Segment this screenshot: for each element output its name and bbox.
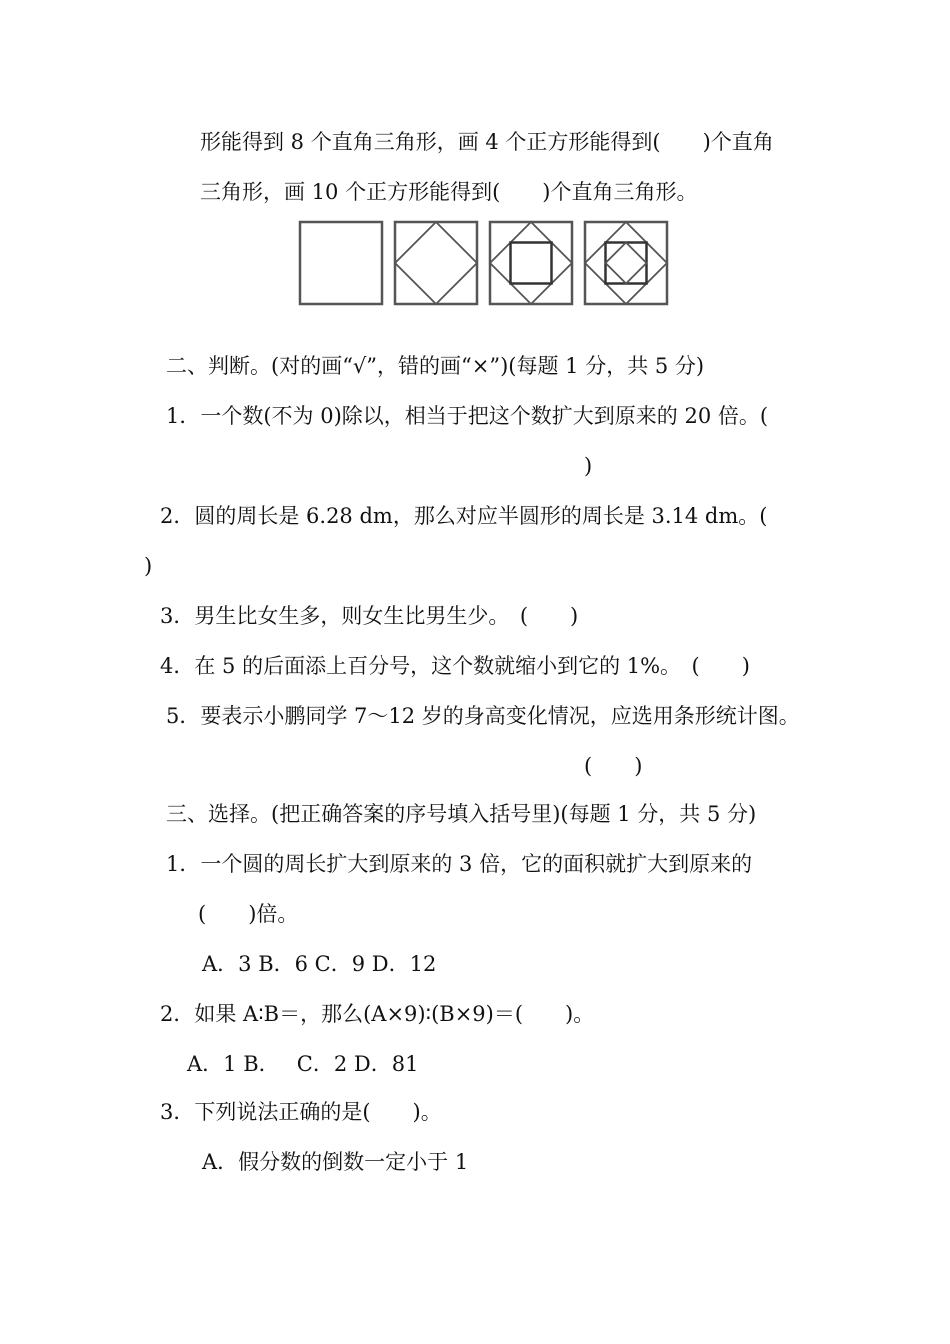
intro-line-1: 形能得到 8 个直角三角形，画 4 个正方形能得到( )个直角 (200, 130, 774, 154)
choice-q2: 2．如果 A∶B＝，那么(A×9)∶(B×9)＝( )。 (160, 1002, 595, 1026)
choice-q1: 1．一个圆的周长扩大到原来的 3 倍，它的面积就扩大到原来的 (166, 852, 753, 876)
judge-item-3: 3．男生比女生多，则女生比男生少。 ( ) (160, 604, 579, 628)
judge-item-2: 2．圆的周长是 6.28 dm，那么对应半圆形的周长是 3.14 dm。( (160, 504, 768, 528)
judge-item-5-cont: ( ) (584, 754, 643, 778)
section-2-heading: 二、判断。(对的画“√”，错的画“×”)(每题 1 分，共 5 分) (166, 354, 705, 378)
choice-q3: 3．下列说法正确的是( )。 (160, 1100, 442, 1124)
figure-square-4 (583, 220, 669, 306)
section-3-heading: 三、选择。(把正确答案的序号填入括号里)(每题 1 分，共 5 分) (166, 802, 757, 826)
square-figures (298, 220, 668, 308)
intro-line-2: 三角形，画 10 个正方形能得到( )个直角三角形。 (200, 180, 698, 204)
choice-q2-options: A．1 B． C．2 D．81 (187, 1052, 419, 1076)
judge-item-1: 1．一个数(不为 0)除以，相当于把这个数扩大到原来的 20 倍。( (166, 404, 769, 428)
choice-q1-options: A．3 B．6 C．9 D．12 (202, 952, 437, 976)
choice-q3-option-a: A．假分数的倒数一定小于 1 (202, 1150, 469, 1174)
figure-square-3 (488, 220, 574, 306)
judge-item-5: 5．要表示小鹏同学 7～12 岁的身高变化情况，应选用条形统计图。 (166, 704, 800, 728)
judge-item-1-cont: ) (584, 454, 593, 478)
figure-square-1 (298, 220, 384, 306)
judge-item-4: 4．在 5 的后面添上百分号，这个数就缩小到它的 1%。 ( ) (160, 654, 750, 678)
choice-q1-cont: ( )倍。 (198, 902, 299, 926)
judge-item-2-cont: ) (144, 554, 153, 578)
figure-square-2 (393, 220, 479, 306)
